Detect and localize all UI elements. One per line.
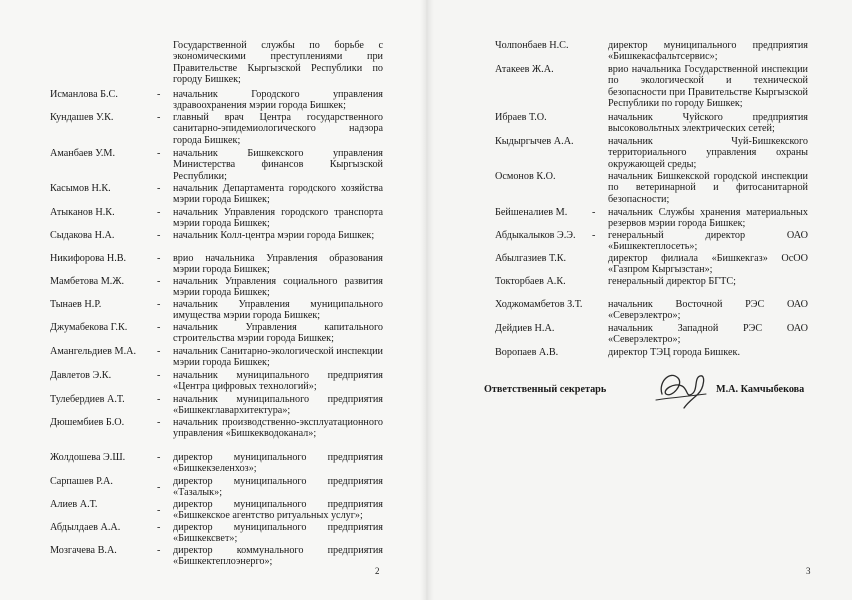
position-text: директор муниципального предприятия «Бишкекзеленхоз»; xyxy=(173,452,383,475)
person-name: Ходжомамбетов З.Т. xyxy=(495,299,583,310)
person-name: Тынаев Н.Р. xyxy=(50,299,102,310)
person-name: Амангельдиев М.А. xyxy=(50,346,137,357)
position-text: начальник муниципального предприятия «Бишкекглавархитектура»; xyxy=(173,394,383,417)
position-text: начальник Чуйского предприятия высоковольтных электрических сетей; xyxy=(608,112,808,135)
person-name: Исманлова Б.С. xyxy=(50,89,118,100)
dash-separator: - xyxy=(157,452,161,463)
position-text: директор ТЭЦ города Бишкек. xyxy=(608,347,740,358)
position-text: начальник Городского управления здравоохранения мэрии города Бишкек; xyxy=(173,89,383,112)
person-name: Чолпонбаев Н.С. xyxy=(495,40,569,51)
person-name: Кыдыргычев А.А. xyxy=(495,136,574,147)
person-name: Сыдакова Н.А. xyxy=(50,230,115,241)
handwritten-signature-icon xyxy=(648,364,718,412)
person-name: Мозгачева В.А. xyxy=(50,545,117,556)
position-text: начальник производственно-эксплуатационного управления «Бишкекводоканал»; xyxy=(173,417,383,440)
signatory-name: М.А. Камчыбекова xyxy=(716,384,805,395)
position-text: Государственной службы по борьбе с экономическими преступлениями при Правительстве Кыргызской Республики по городу Бишкек; xyxy=(173,40,383,86)
dash-separator: - xyxy=(157,482,161,493)
position-text: начальник Санитарно-экологической инспекции мэрии города Бишкек; xyxy=(173,346,384,369)
dash-separator: - xyxy=(592,207,596,218)
person-name: Дюшембиев Б.О. xyxy=(50,417,125,428)
dash-separator: - xyxy=(157,253,161,264)
person-name: Касымов Н.К. xyxy=(50,183,111,194)
page-right xyxy=(426,0,852,600)
position-text: начальник Службы хранения материальных резервов мэрии города Бишкек; xyxy=(608,207,808,230)
person-name: Абылгазиев Т.К. xyxy=(495,253,567,264)
person-name: Тулебердиев А.Т. xyxy=(50,394,125,405)
position-text: начальник Западной РЭС ОАО «Северэлектро»; xyxy=(608,323,808,346)
page-number: 2 xyxy=(375,566,380,576)
position-text: начальник Управления социального развития мэрии города Бишкек; xyxy=(173,276,383,299)
person-name: Токторбаев А.К. xyxy=(495,276,566,287)
person-name: Дейдиев Н.А. xyxy=(495,323,555,334)
dash-separator: - xyxy=(157,545,161,556)
dash-separator: - xyxy=(157,207,161,218)
person-name: Осмонов К.О. xyxy=(495,171,556,182)
dash-separator: - xyxy=(157,276,161,287)
position-text: врио начальника Управления образования мэрии города Бишкек; xyxy=(173,253,383,276)
dash-separator: - xyxy=(157,394,161,405)
position-text: начальник Управления муниципального имущества мэрии города Бишкек; xyxy=(173,299,383,322)
position-text: начальник муниципального предприятия «Центра цифровых технологий»; xyxy=(173,370,383,393)
position-text: директор коммунального предприятия «Бишкектеплоэнерго»; xyxy=(173,545,383,568)
dash-separator: - xyxy=(157,346,161,357)
dash-separator: - xyxy=(157,89,161,100)
position-text: генеральный директор ОАО «Бишкектеплосеть»; xyxy=(608,230,808,253)
person-name: Воропаев А.В. xyxy=(495,347,559,358)
person-name: Бейшеналиев М. xyxy=(495,207,568,218)
dash-separator: - xyxy=(157,299,161,310)
person-name: Аманбаев У.М. xyxy=(50,148,115,159)
person-name: Атакеев Ж.А. xyxy=(495,64,554,75)
position-text: начальник Бишкекской городской инспекции по ветеринарной и фитосанитарной безопасности; xyxy=(608,171,808,205)
position-text: начальник Бишкекского управления Министерства финансов Кыргызской Республики; xyxy=(173,148,383,182)
position-text: директор муниципального предприятия «Бишкекское агентство ритуальных услуг»; xyxy=(173,499,383,522)
dash-separator: - xyxy=(157,183,161,194)
book-gutter xyxy=(420,0,434,600)
position-text: начальник Колл-центра мэрии города Бишкек; xyxy=(173,230,375,241)
page-number: 3 xyxy=(806,566,811,576)
position-text: начальник Восточной РЭС ОАО «Северэлектро»; xyxy=(608,299,808,322)
position-text: главный врач Центра государственного санитарно-эпидемиологического надзора города Бишкек; xyxy=(173,112,383,146)
dash-separator: - xyxy=(157,370,161,381)
position-text: директор муниципального предприятия «Бишкекасфальтсервис»; xyxy=(608,40,808,63)
position-text: начальник Управления капитального строительства мэрии города Бишкек; xyxy=(173,322,383,345)
person-name: Джумабекова Г.К. xyxy=(50,322,128,333)
dash-separator: - xyxy=(157,322,161,333)
position-text: начальник Управления городского транспорта мэрии города Бишкек; xyxy=(173,207,383,230)
position-text: директор муниципального предприятия «Бишкексвет»; xyxy=(173,522,383,545)
dash-separator: - xyxy=(157,230,161,241)
person-name: Никифорова Н.В. xyxy=(50,253,127,264)
dash-separator: - xyxy=(157,505,161,516)
signatory-title: Ответственный секретарь xyxy=(484,384,607,395)
person-name: Атыканов Н.К. xyxy=(50,207,115,218)
person-name: Алиев А.Т. xyxy=(50,499,98,510)
dash-separator: - xyxy=(157,522,161,533)
position-text: начальник Чуй-Бишкекского территориального управления охраны окружающей среды; xyxy=(608,136,808,170)
person-name: Сарпашев Р.А. xyxy=(50,476,113,487)
dash-separator: - xyxy=(157,148,161,159)
person-name: Жолдошева Э.Ш. xyxy=(50,452,126,463)
position-text: врио начальника Государственной инспекции по экологической и технической безопасности при Правительстве Кыргызской Республики по городу Бишкек; xyxy=(608,64,808,110)
person-name: Кундашев У.К. xyxy=(50,112,114,123)
position-text: генеральный директор БГТС; xyxy=(608,276,736,287)
person-name: Абдылдаев А.А. xyxy=(50,522,121,533)
person-name: Абдыкалыков Э.Э. xyxy=(495,230,576,241)
position-text: директор муниципального предприятия «Тазалык»; xyxy=(173,476,383,499)
position-text: начальник Департамента городского хозяйства мэрии города Бишкек; xyxy=(173,183,383,206)
dash-separator: - xyxy=(157,417,161,428)
person-name: Давлетов Э.К. xyxy=(50,370,112,381)
dash-separator: - xyxy=(157,112,161,123)
signature-block xyxy=(426,378,852,428)
position-text: директор филиала «Бишкекгаз» ОсОО «Газпром Кыргызстан»; xyxy=(608,253,808,276)
person-name: Ибраев Т.О. xyxy=(495,112,547,123)
dash-separator: - xyxy=(592,230,596,241)
person-name: Мамбетова М.Ж. xyxy=(50,276,125,287)
